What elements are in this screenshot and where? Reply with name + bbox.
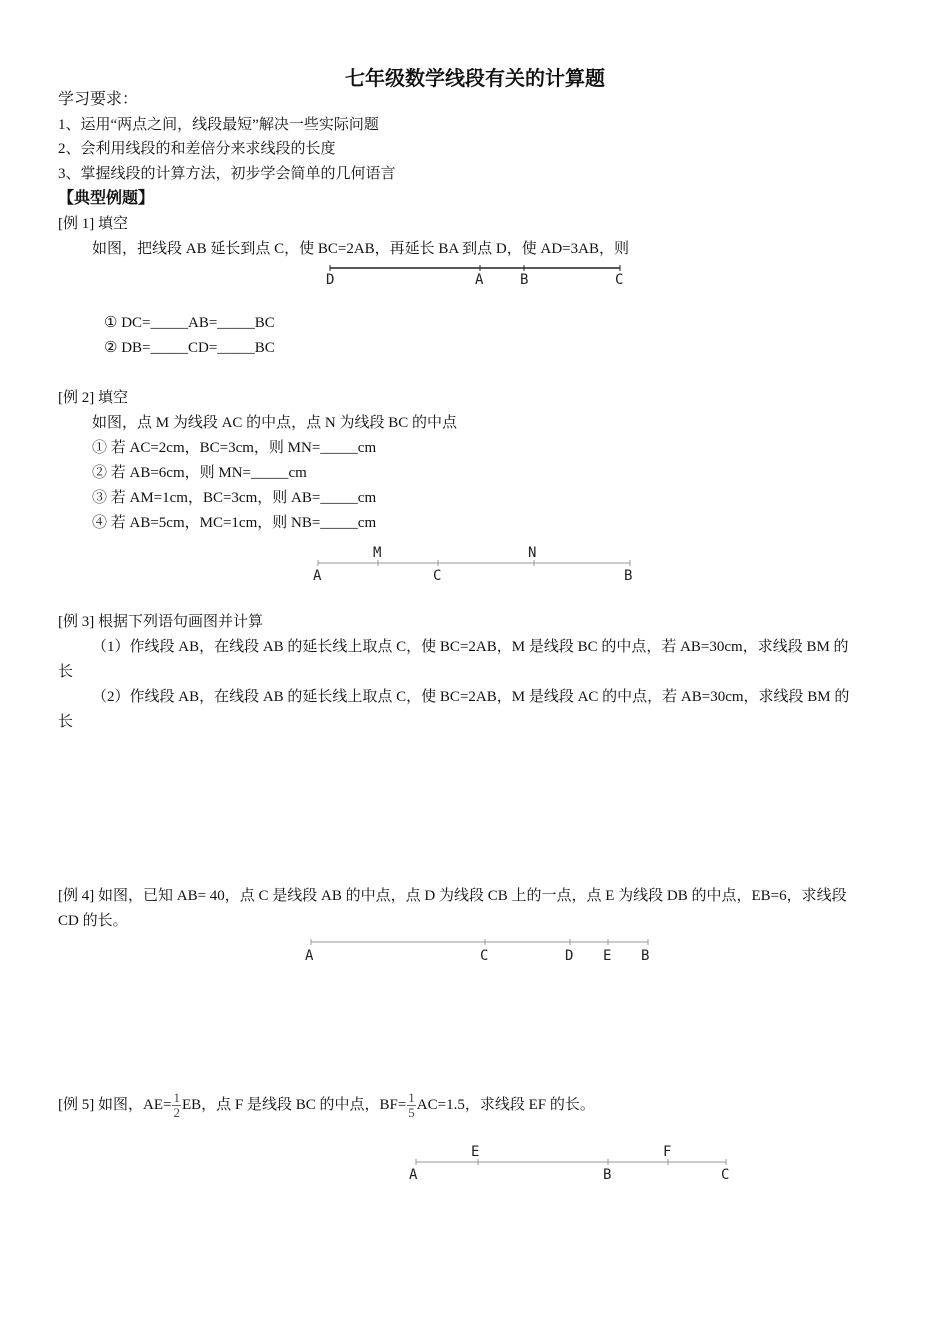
point-label-m: M — [373, 545, 382, 561]
example-5-text-part-2: EB，点 F 是线段 BC 的中点，BF= — [181, 1097, 407, 1113]
example-1-question-2: ② DB=_____CD=_____BC — [104, 340, 275, 356]
example-2-label: [例 2] 填空 — [58, 390, 128, 406]
example-5-figure — [400, 1140, 745, 1185]
point-label-a: A — [305, 948, 314, 964]
point-label-c: C — [721, 1167, 730, 1183]
example-2-question-4: ④ 若 AB=5cm，MC=1cm，则 NB=_____cm — [92, 515, 377, 531]
fraction-numerator: 1 — [173, 1090, 180, 1106]
fraction-one-half — [172, 1091, 181, 1120]
point-label-a: A — [409, 1167, 418, 1183]
fraction-denominator: 5 — [408, 1105, 415, 1121]
point-label-b: B — [641, 948, 650, 964]
point-label-a: A — [313, 568, 322, 584]
fraction-denominator: 2 — [173, 1105, 180, 1121]
point-label-b: B — [603, 1167, 612, 1183]
point-label-c: C — [615, 272, 624, 288]
point-label-d: D — [565, 948, 574, 964]
example-3-part-1-cont: 长 — [58, 664, 74, 680]
section-heading: 【典型例题】 — [58, 190, 155, 207]
point-label-n: N — [528, 545, 537, 561]
page-title: 七年级数学线段有关的计算题 — [345, 66, 605, 90]
point-label-c: C — [480, 948, 489, 964]
example-2-figure — [305, 542, 645, 587]
requirement-item: 3、掌握线段的计算方法，初步学会简单的几何语言 — [58, 166, 396, 182]
example-5-text-part-1: [例 5] 如图，AE= — [58, 1097, 172, 1113]
example-2-question-2: ② 若 AB=6cm，则 MN=_____cm — [92, 465, 307, 481]
example-3-label: [例 3] 根据下列语句画图并计算 — [58, 614, 263, 630]
example-5-text — [58, 1087, 595, 1123]
fraction-one-fifth — [407, 1091, 416, 1120]
point-label-c: C — [433, 568, 442, 584]
point-label-d: D — [326, 272, 335, 288]
example-4-text: [例 4] 如图，已知 AB= 40，点 C 是线段 AB 的中点，点 D 为线段 CB 上的一点，点 E 为线段 DB 的中点，EB=6，求线段 — [58, 888, 847, 904]
requirement-item: 1、运用“两点之间，线段最短”解决一些实际问题 — [58, 117, 379, 133]
example-2-question-1: ① 若 AC=2cm，BC=3cm，则 MN=_____cm — [92, 440, 377, 456]
example-1-figure — [320, 262, 640, 292]
example-2-text: 如图，点 M 为线段 AC 的中点，点 N 为线段 BC 的中点 — [92, 415, 458, 431]
point-label-b: B — [520, 272, 529, 288]
requirement-item: 2、会利用线段的和差倍分来求线段的长度 — [58, 141, 336, 157]
point-label-b: B — [624, 568, 633, 584]
example-4-text-cont: CD 的长。 — [58, 913, 128, 929]
example-1-text: 如图，把线段 AB 延长到点 C，使 BC=2AB，再延长 BA 到点 D，使 AD=3AB，则 — [92, 241, 629, 257]
example-2-question-3: ③ 若 AM=1cm，BC=3cm，则 AB=_____cm — [92, 490, 377, 506]
point-label-a: A — [475, 272, 484, 288]
fraction-numerator: 1 — [408, 1090, 415, 1106]
example-4-figure — [300, 934, 660, 969]
requirements-heading: 学习要求： — [58, 91, 139, 108]
point-label-e: E — [471, 1144, 480, 1160]
example-3-part-2: （2）作线段 AB，在线段 AB 的延长线上取点 C，使 BC=2AB，M 是线段 AC 的中点，若 AB=30cm，求线段 BM 的 — [92, 689, 850, 705]
point-label-e: E — [603, 948, 612, 964]
example-5-text-part-3: AC=1.5，求线段 EF 的长。 — [416, 1097, 595, 1113]
example-1-question-1: ① DC=_____AB=_____BC — [104, 315, 275, 331]
point-label-f: F — [663, 1144, 672, 1160]
example-3-part-2-cont: 长 — [58, 714, 74, 730]
example-1-label: [例 1] 填空 — [58, 216, 128, 232]
example-3-part-1: （1）作线段 AB，在线段 AB 的延长线上取点 C，使 BC=2AB，M 是线段 BC 的中点，若 AB=30cm，求线段 BM 的 — [92, 639, 849, 655]
